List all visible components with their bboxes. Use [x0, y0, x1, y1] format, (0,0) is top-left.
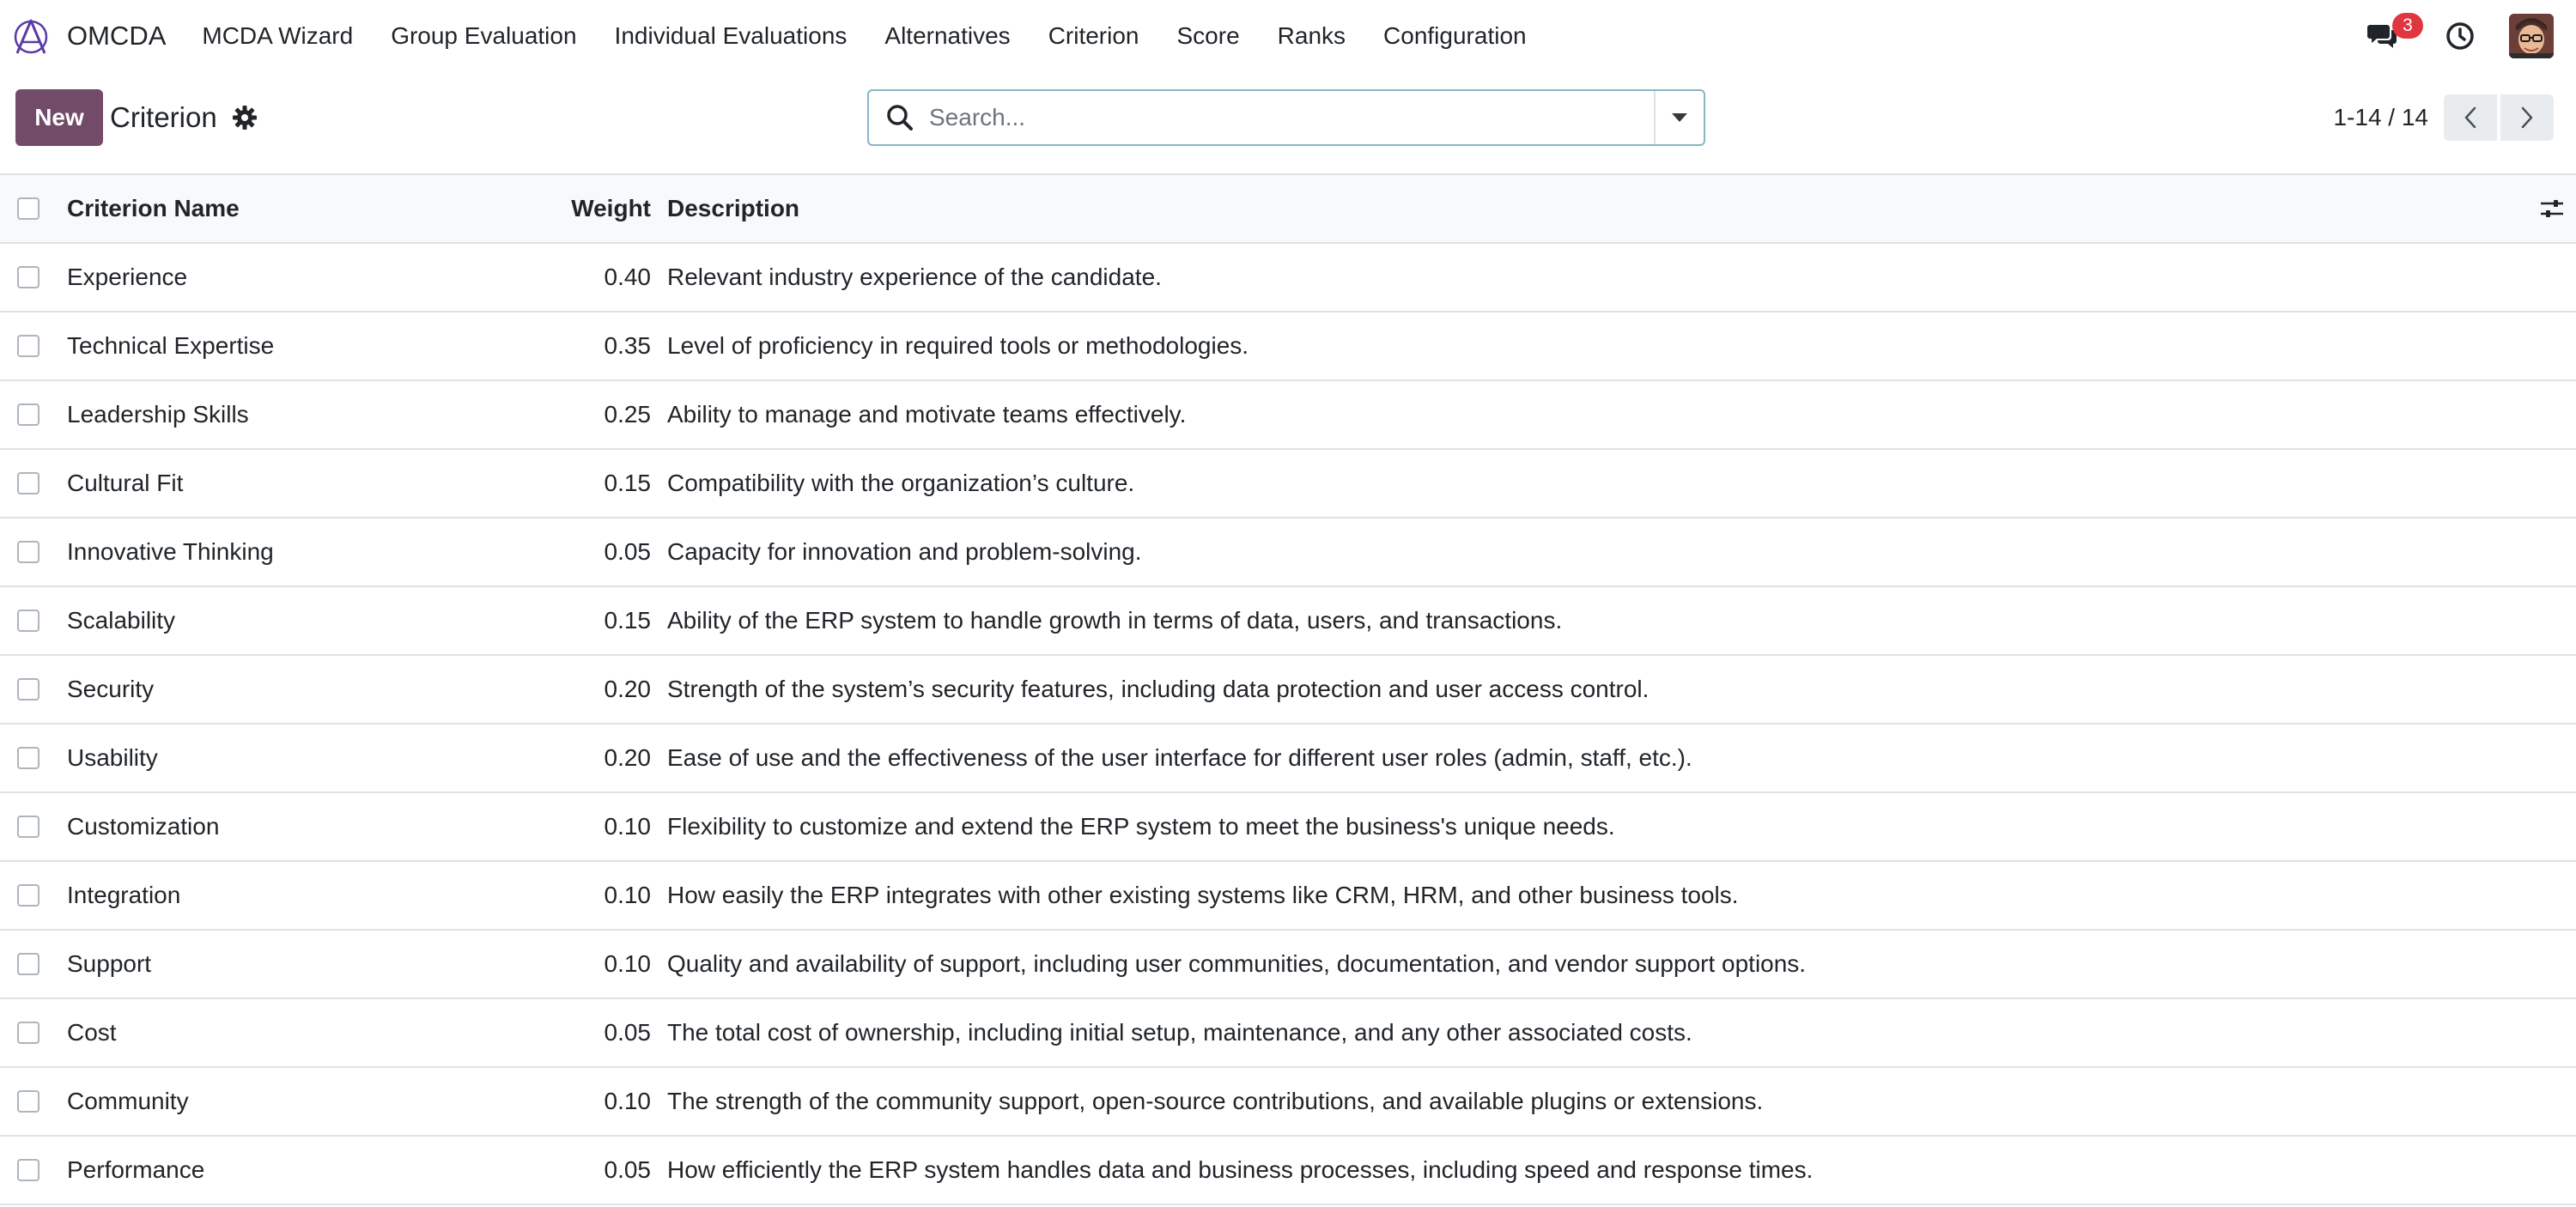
select-all-checkbox[interactable] — [17, 197, 39, 220]
weight-cell: 0.35 — [604, 332, 651, 359]
description-cell: How efficiently the ERP system handles data and business processes, including speed and response times. — [667, 1156, 1814, 1183]
row-checkbox[interactable] — [17, 403, 39, 426]
table-row[interactable] — [0, 656, 2576, 725]
table-row[interactable] — [0, 312, 2576, 381]
weight-cell: 0.10 — [604, 813, 651, 840]
search-options-toggle[interactable] — [1654, 91, 1704, 144]
criterion-name-cell: Performance — [67, 1156, 205, 1183]
user-avatar[interactable] — [2509, 14, 2554, 58]
breadcrumb: Criterion — [110, 101, 217, 133]
table-header-row — [0, 173, 2576, 244]
row-checkbox[interactable] — [17, 678, 39, 701]
weight-cell: 0.20 — [604, 744, 651, 771]
weight-cell: 0.10 — [604, 950, 651, 977]
description-cell: Capacity for innovation and problem-solving. — [667, 538, 1142, 565]
description-cell: Ease of use and the effectiveness of the user interface for different user roles (admin, staff, etc.). — [667, 744, 1692, 771]
optional-columns-icon[interactable] — [2538, 195, 2566, 222]
new-button[interactable]: New — [15, 89, 103, 146]
row-checkbox[interactable] — [17, 266, 39, 288]
table-row[interactable] — [0, 793, 2576, 862]
menu-item-alternatives[interactable]: Alternatives — [884, 22, 1011, 49]
criterion-name-cell: Customization — [67, 813, 220, 840]
criterion-name-cell: Security — [67, 676, 155, 702]
criterion-name-cell: Usability — [67, 744, 158, 771]
row-checkbox[interactable] — [17, 953, 39, 975]
table-row[interactable] — [0, 587, 2576, 656]
systray — [2361, 0, 2576, 72]
row-checkbox[interactable] — [17, 335, 39, 357]
table-row[interactable] — [0, 1068, 2576, 1137]
description-cell: Compatibility with the organization’s culture. — [667, 470, 1135, 496]
row-checkbox[interactable] — [17, 816, 39, 838]
menu-item-criterion[interactable]: Criterion — [1048, 22, 1139, 49]
description-cell: Ability of the ERP system to handle growth in terms of data, users, and transactions. — [667, 607, 1563, 634]
main-menu — [202, 0, 1564, 72]
menu-item-group-evaluation[interactable]: Group Evaluation — [391, 22, 577, 49]
criterion-name-cell: Leadership Skills — [67, 401, 249, 428]
pager-previous-button[interactable] — [2444, 94, 2497, 141]
caret-down-icon — [1672, 113, 1687, 122]
top-navbar — [0, 0, 2576, 72]
control-panel — [0, 72, 2576, 173]
criterion-name-cell: Scalability — [67, 607, 176, 634]
table-row[interactable] — [0, 999, 2576, 1068]
criterion-name-cell: Integration — [67, 882, 181, 908]
table-row[interactable] — [0, 725, 2576, 793]
chevron-right-icon — [2518, 106, 2536, 130]
table-row[interactable] — [0, 519, 2576, 587]
messages-count-badge: 3 — [2392, 13, 2423, 39]
description-cell: Relevant industry experience of the candidate. — [667, 264, 1162, 290]
weight-cell: 0.15 — [604, 470, 651, 496]
criterion-name-cell: Cost — [67, 1019, 117, 1046]
criterion-name-cell: Support — [67, 950, 152, 977]
menu-item-score[interactable]: Score — [1176, 22, 1240, 49]
row-checkbox[interactable] — [17, 1159, 39, 1181]
weight-cell: 0.40 — [604, 264, 651, 290]
description-cell: Quality and availability of support, including user communities, documentation, and vendor support options. — [667, 950, 1807, 977]
table-row[interactable] — [0, 244, 2576, 312]
pager-value[interactable]: 1-14 / 14 — [2333, 104, 2428, 130]
weight-cell: 0.10 — [604, 882, 651, 908]
description-cell: Flexibility to customize and extend the ERP system to meet the business's unique needs. — [667, 813, 1615, 840]
brand[interactable] — [10, 0, 166, 72]
criterion-table — [0, 173, 2576, 1205]
table-row[interactable] — [0, 931, 2576, 999]
row-checkbox[interactable] — [17, 610, 39, 632]
weight-cell: 0.20 — [604, 676, 651, 702]
weight-cell: 0.10 — [604, 1088, 651, 1114]
column-header-weight[interactable]: Weight — [571, 195, 651, 221]
criterion-name-cell: Community — [67, 1088, 189, 1114]
description-cell: How easily the ERP integrates with other existing systems like CRM, HRM, and other business tools. — [667, 882, 1739, 908]
table-row[interactable] — [0, 1137, 2576, 1205]
weight-cell: 0.05 — [604, 1019, 651, 1046]
criterion-name-cell: Cultural Fit — [67, 470, 184, 496]
criterion-name-cell: Experience — [67, 264, 188, 290]
weight-cell: 0.25 — [604, 401, 651, 428]
menu-item-mcda-wizard[interactable]: MCDA Wizard — [202, 22, 354, 49]
pager — [2333, 89, 2576, 146]
criterion-name-cell: Technical Expertise — [67, 332, 275, 359]
row-checkbox[interactable] — [17, 747, 39, 769]
description-cell: Level of proficiency in required tools or methodologies. — [667, 332, 1249, 359]
search-icon — [884, 102, 915, 133]
table-row[interactable] — [0, 381, 2576, 450]
gear-icon[interactable] — [232, 105, 258, 130]
search-input[interactable] — [927, 92, 1654, 143]
column-header-criterion-name[interactable]: Criterion Name — [67, 195, 240, 221]
chevron-left-icon — [2462, 106, 2479, 130]
avatar-face-icon — [2509, 14, 2554, 58]
menu-item-ranks[interactable]: Ranks — [1277, 22, 1346, 49]
app-name: OMCDA — [67, 21, 167, 51]
table-row[interactable] — [0, 862, 2576, 931]
description-cell: Ability to manage and motivate teams effectively. — [667, 401, 1187, 428]
table-row[interactable] — [0, 450, 2576, 519]
column-header-description[interactable]: Description — [667, 195, 800, 221]
description-cell: Strength of the system’s security features, including data protection and user access control. — [667, 676, 1649, 702]
description-cell: The strength of the community support, open-source contributions, and available plugins or extensions. — [667, 1088, 1764, 1114]
weight-cell: 0.05 — [604, 1156, 651, 1183]
weight-cell: 0.15 — [604, 607, 651, 634]
weight-cell: 0.05 — [604, 538, 651, 565]
row-checkbox[interactable] — [17, 472, 39, 494]
row-checkbox[interactable] — [17, 1090, 39, 1113]
description-cell: The total cost of ownership, including initial setup, maintenance, and any other associated costs. — [667, 1019, 1692, 1046]
search-bar — [867, 89, 1705, 146]
menu-item-configuration[interactable]: Configuration — [1383, 22, 1527, 49]
activities-button[interactable] — [2440, 16, 2480, 56]
row-checkbox[interactable] — [17, 541, 39, 563]
clock-icon — [2445, 21, 2475, 51]
app-logo-icon — [10, 15, 52, 57]
row-checkbox[interactable] — [17, 884, 39, 907]
criterion-name-cell: Innovative Thinking — [67, 538, 274, 565]
pager-next-button[interactable] — [2500, 94, 2554, 141]
row-checkbox[interactable] — [17, 1022, 39, 1044]
messages-button[interactable] — [2361, 15, 2413, 58]
menu-item-individual-evaluations[interactable]: Individual Evaluations — [614, 22, 848, 49]
